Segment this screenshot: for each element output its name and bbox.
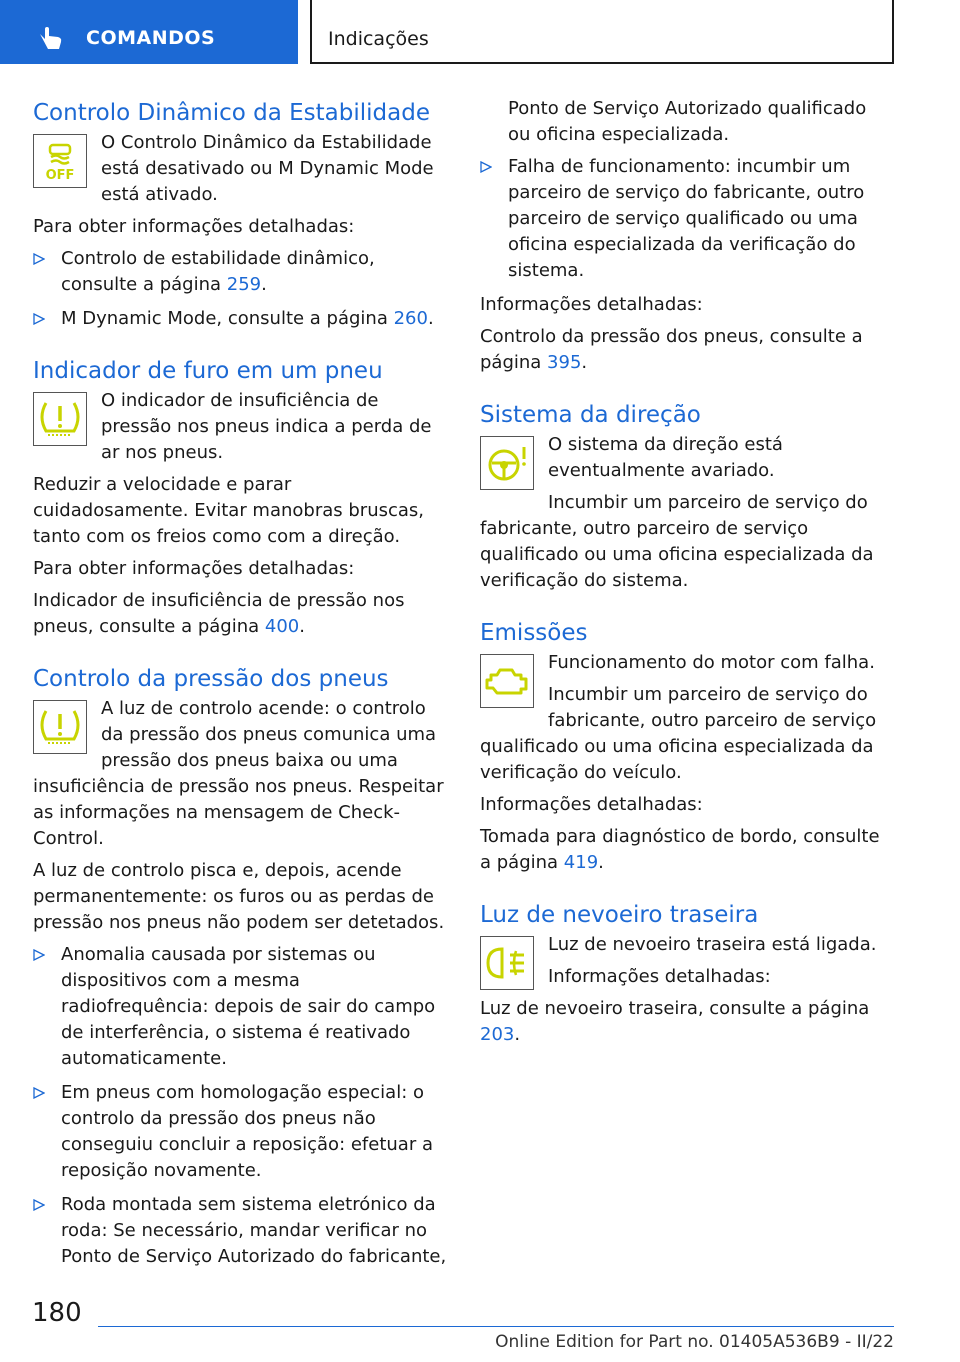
paragraph: Funcionamento do motor com falha.: [548, 652, 875, 673]
section-stability-control: [33, 96, 447, 332]
paragraph: Para obter informações detalhadas:: [33, 558, 355, 579]
tab-commands[interactable]: [0, 0, 298, 64]
section-emissions: [480, 616, 894, 876]
hand-pointer-icon: [36, 22, 66, 52]
icon-paragraph: [480, 932, 894, 990]
section-title: Controlo Dinâmico da Estabilidade: [33, 100, 430, 126]
paragraph: Informações detalhadas:: [548, 966, 771, 987]
bullet-list: [33, 246, 447, 332]
tire-pressure-warning-icon: [33, 700, 87, 754]
section-title: Luz de nevoeiro traseira: [480, 902, 759, 928]
triangle-bullet-icon: [33, 1199, 45, 1211]
page-number: 180: [32, 1298, 82, 1328]
section-flat-tire: [33, 354, 447, 640]
paragraph: Informações detalhadas:: [480, 794, 703, 815]
paragraph: O indicador de insuficiência de pressão nos pneus indica a perda de ar nos pneus.: [101, 390, 432, 463]
paragraph: A luz de controlo acende: o controlo da pressão dos pneus comunica uma pressão dos pneus baixa ou uma insuficiência de pressão nos pneus. Respeitar as informações na mensagem de Check-Control.: [33, 698, 444, 849]
page-link[interactable]: 400: [264, 616, 300, 637]
paragraph: Reduzir a velocidade e parar cuidadosamente. Evitar manobras bruscas, tanto com os freios como com a direção.: [33, 474, 425, 547]
triangle-bullet-icon: [480, 161, 492, 173]
section-title: Sistema da direção: [480, 402, 701, 428]
rear-fog-light-icon: [480, 936, 534, 990]
tire-warning-icon: [33, 392, 87, 446]
icon-paragraph: [480, 650, 894, 676]
list-item: M Dynamic Mode, consulte a página 260.: [33, 306, 447, 332]
paragraph: Controlo da pressão dos pneus, consulte a página 395.: [480, 326, 863, 373]
page-link[interactable]: 203: [480, 1024, 515, 1045]
icon-off-text: OFF: [45, 168, 75, 183]
page-header: [0, 0, 960, 66]
section-rear-fog-light: [480, 898, 894, 1048]
tab-commands-label: COMANDOS: [86, 27, 216, 49]
section-steering-system: [480, 398, 894, 594]
tab-indications[interactable]: [310, 0, 894, 64]
triangle-bullet-icon: [33, 1087, 45, 1099]
list-item: Em pneus com homologação especial: o controlo da pressão dos pneus não conseguiu concluir a reposição: efetuar a reposição novamente.: [33, 1080, 447, 1184]
list-item: Controlo de estabilidade dinâmico, consulte a página 259.: [33, 246, 447, 298]
footer-divider: [98, 1326, 894, 1327]
right-column: [480, 96, 894, 1070]
section-title: Emissões: [480, 620, 588, 646]
triangle-bullet-icon: [33, 313, 45, 325]
paragraph: Incumbir um parceiro de serviço do fabricante, outro parceiro de serviço qualificado ou uma oficina especializada da verificação do veículo.: [480, 684, 877, 783]
paragraph: Luz de nevoeiro traseira, consulte a página 203.: [480, 998, 870, 1045]
paragraph: O Controlo Dinâmico da Estabilidade está desativado ou M Dynamic Mode está ativado.: [101, 132, 434, 205]
icon-paragraph: [33, 696, 447, 852]
triangle-bullet-icon: [33, 253, 45, 265]
paragraph: Ponto de Serviço Autorizado qualificado ou oficina especializada.: [508, 98, 867, 145]
icon-paragraph: [33, 130, 447, 214]
paragraph: Tomada para diagnóstico de bordo, consulte a página 419.: [480, 826, 880, 873]
engine-check-icon: [480, 654, 534, 708]
tab-indications-label: Indicações: [328, 28, 429, 50]
section-title: Indicador de furo em um pneu: [33, 358, 383, 384]
bullet-list: [33, 942, 447, 1270]
paragraph: A luz de controlo pisca e, depois, acende permanentemente: os furos ou as perdas de pressão nos pneus não podem ser detetados.: [33, 860, 445, 933]
paragraph: Incumbir um parceiro de serviço do fabricante, outro parceiro de serviço qualificado ou uma oficina especializada da verificação do sistema.: [480, 492, 874, 591]
section-tire-pressure-continued: [480, 96, 894, 376]
list-item: Roda montada sem sistema eletrónico da roda: Se necessário, mandar verificar no Ponto de Serviço Autorizado do fabricante,: [33, 1192, 447, 1270]
edition-text: Online Edition for Part no. 01405A536B9 - II/22: [495, 1332, 894, 1352]
icon-paragraph: [33, 388, 447, 472]
paragraph: O sistema da direção está eventualmente avariado.: [548, 434, 783, 481]
page-link[interactable]: 259: [226, 274, 262, 295]
page-link[interactable]: 260: [393, 308, 428, 329]
bullet-list: [480, 154, 894, 284]
stability-control-off-icon: [33, 134, 87, 188]
paragraph: Indicador de insuficiência de pressão nos pneus, consulte a página 400.: [33, 590, 405, 637]
list-item: Anomalia causada por sistemas ou dispositivos com a mesma radiofrequência: depois de sair do campo de interferência, o sistema é reativado automaticamente.: [33, 942, 447, 1072]
triangle-bullet-icon: [33, 949, 45, 961]
paragraph: Luz de nevoeiro traseira está ligada.: [548, 934, 877, 955]
paragraph: Informações detalhadas:: [480, 294, 703, 315]
list-item: Falha de funcionamento: incumbir um parceiro de serviço do fabricante, outro parceiro de serviço qualificado ou uma oficina especializada da verificação do sistema.: [480, 154, 894, 284]
icon-paragraph: [480, 432, 894, 484]
page-link[interactable]: 395: [547, 352, 582, 373]
section-title: Controlo da pressão dos pneus: [33, 666, 389, 692]
page-footer: [0, 1290, 960, 1362]
paragraph: Para obter informações detalhadas:: [33, 216, 355, 237]
steering-warning-icon: [480, 436, 534, 490]
left-column: [33, 96, 447, 1292]
section-tire-pressure: [33, 662, 447, 1270]
page-link[interactable]: 419: [563, 852, 599, 873]
